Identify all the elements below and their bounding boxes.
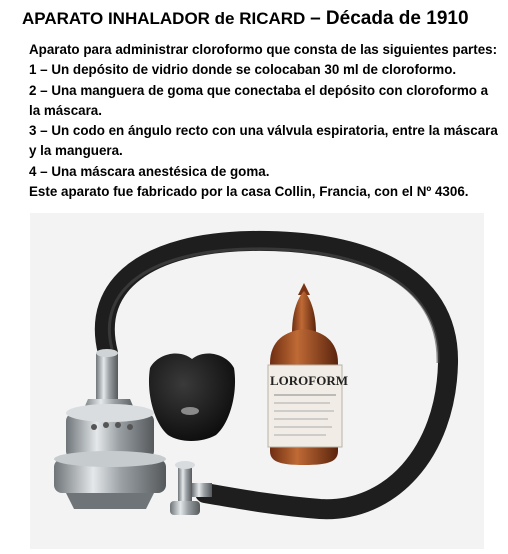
item-1-bottle: 1 – Un depósito de vidrio donde se colocaban 30 ml de cloroformo. bbox=[29, 62, 457, 78]
item-2-hose: 2 – Una manguera de goma que conectaba el depósito con cloroformo a la máscara. bbox=[29, 82, 489, 118]
bottle-label-text: LOROFORM bbox=[270, 373, 348, 388]
item-4-mask: 4 – Una máscara anestésica de goma. bbox=[29, 163, 270, 179]
title-main: APARATO INHALADOR de RICARD bbox=[22, 9, 306, 28]
manufacturer-note: Este aparato fue fabricado por la casa Collin, Francia, con el Nº 4306. bbox=[29, 184, 469, 200]
item-3-elbow-valve: 3 – Un codo en ángulo recto con una válvula espiratoria, entre la máscara y la manguera. bbox=[29, 123, 498, 159]
inhaler-photo bbox=[30, 213, 484, 549]
title-decade: – Década de 1910 bbox=[310, 8, 469, 29]
rubber-mask bbox=[149, 353, 235, 441]
description-block bbox=[29, 40, 499, 202]
page-title bbox=[22, 8, 502, 30]
description-intro: Aparato para administrar cloroformo que consta de las siguientes partes: bbox=[29, 42, 498, 57]
